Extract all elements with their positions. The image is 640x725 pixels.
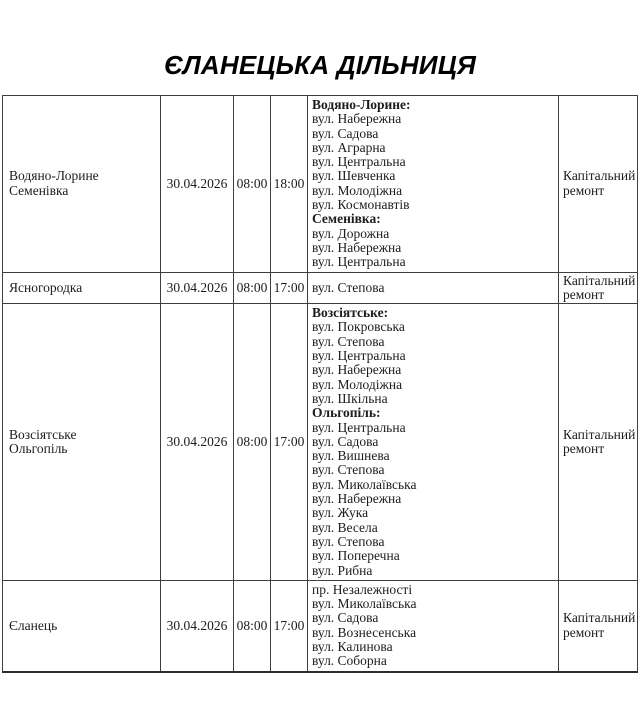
street-line: вул. Жука <box>312 505 369 521</box>
street-line: вул. Центральна <box>312 154 406 170</box>
street-line: вул. Садова <box>312 610 379 626</box>
street-line: вул. Центральна <box>312 254 406 270</box>
street-line: вул. Набережна <box>312 239 402 255</box>
street-line: вул. Набережна <box>312 491 402 507</box>
repair-type-cell: Капітальний ремонт <box>559 272 638 304</box>
settlement-header: Возсіятське: <box>312 305 389 321</box>
settlement-header: Семенівка: <box>312 211 381 227</box>
street-line: вул. Калинова <box>312 638 393 654</box>
street-line: вул. Аграрна <box>312 139 386 155</box>
start-time-cell: 08:00 <box>234 304 271 581</box>
end-time-cell: 17:00 <box>271 580 308 671</box>
outage-schedule-table <box>2 95 638 673</box>
location-line: Семенівка <box>9 182 69 198</box>
streets-cell <box>308 96 559 273</box>
location-line: Возсіятське <box>9 426 77 442</box>
street-line: вул. Вишнева <box>312 448 390 464</box>
repair-type-cell: Капітальний ремонт <box>559 580 638 671</box>
location-line: Ольгопіль <box>9 440 68 456</box>
table-row <box>3 304 638 581</box>
location-cell <box>3 304 161 581</box>
street-line: вул. Миколаївська <box>312 596 417 612</box>
schedule-table-body <box>3 96 638 672</box>
street-line: вул. Степова <box>312 279 385 295</box>
location-cell <box>3 580 161 671</box>
location-cell <box>3 96 161 273</box>
location-line: Водяно-Лорине <box>9 168 99 184</box>
street-line: вул. Дорожна <box>312 225 390 241</box>
street-line: вул. Шкільна <box>312 390 388 406</box>
street-line: пр. Незалежності <box>312 581 413 597</box>
street-line: вул. Поперечна <box>312 548 400 564</box>
street-line: вул. Степова <box>312 333 385 349</box>
start-time-cell: 08:00 <box>234 96 271 273</box>
street-line: вул. Весела <box>312 519 378 535</box>
street-line: вул. Молодіжна <box>312 182 403 198</box>
street-line: вул. Степова <box>312 462 385 478</box>
street-line: вул. Миколаївська <box>312 476 417 492</box>
street-line: вул. Вознесенська <box>312 624 417 640</box>
date-cell: 30.04.2026 <box>161 96 234 273</box>
street-line: вул. Садова <box>312 433 379 449</box>
street-line: вул. Покровська <box>312 319 405 335</box>
streets-cell <box>308 272 559 304</box>
settlement-header: Водяно-Лорине: <box>312 97 411 112</box>
street-line: вул. Садова <box>312 125 379 141</box>
street-line: вул. Рибна <box>312 562 373 578</box>
street-line: вул. Молодіжна <box>312 376 403 392</box>
end-time-cell: 17:00 <box>271 272 308 304</box>
table-row <box>3 580 638 671</box>
date-cell: 30.04.2026 <box>161 304 234 581</box>
table-row <box>3 96 638 273</box>
settlement-header: Ольгопіль: <box>312 405 381 421</box>
start-time-cell: 08:00 <box>234 580 271 671</box>
street-line: вул. Центральна <box>312 348 406 364</box>
end-time-cell: 17:00 <box>271 304 308 581</box>
streets-cell <box>308 580 559 671</box>
table-row <box>3 272 638 304</box>
date-cell: 30.04.2026 <box>161 272 234 304</box>
start-time-cell: 08:00 <box>234 272 271 304</box>
street-line: вул. Соборна <box>312 653 387 669</box>
street-line: вул. Набережна <box>312 362 402 378</box>
end-time-cell: 18:00 <box>271 96 308 273</box>
page-title: ЄЛАНЕЦЬКА ДІЛЬНИЦЯ <box>163 50 477 80</box>
location-cell <box>3 272 161 304</box>
street-line: вул. Степова <box>312 533 385 549</box>
repair-type-cell: Капітальний ремонт <box>559 96 638 273</box>
streets-cell <box>308 304 559 581</box>
location-line: Єланець <box>9 617 58 633</box>
street-line: вул. Центральна <box>312 419 406 435</box>
street-line: вул. Космонавтів <box>312 197 410 213</box>
location-line: Ясногородка <box>9 279 83 295</box>
street-line: вул. Набережна <box>312 111 402 127</box>
repair-type-cell: Капітальний ремонт <box>559 304 638 581</box>
date-cell: 30.04.2026 <box>161 580 234 671</box>
street-line: вул. Шевченка <box>312 168 396 184</box>
